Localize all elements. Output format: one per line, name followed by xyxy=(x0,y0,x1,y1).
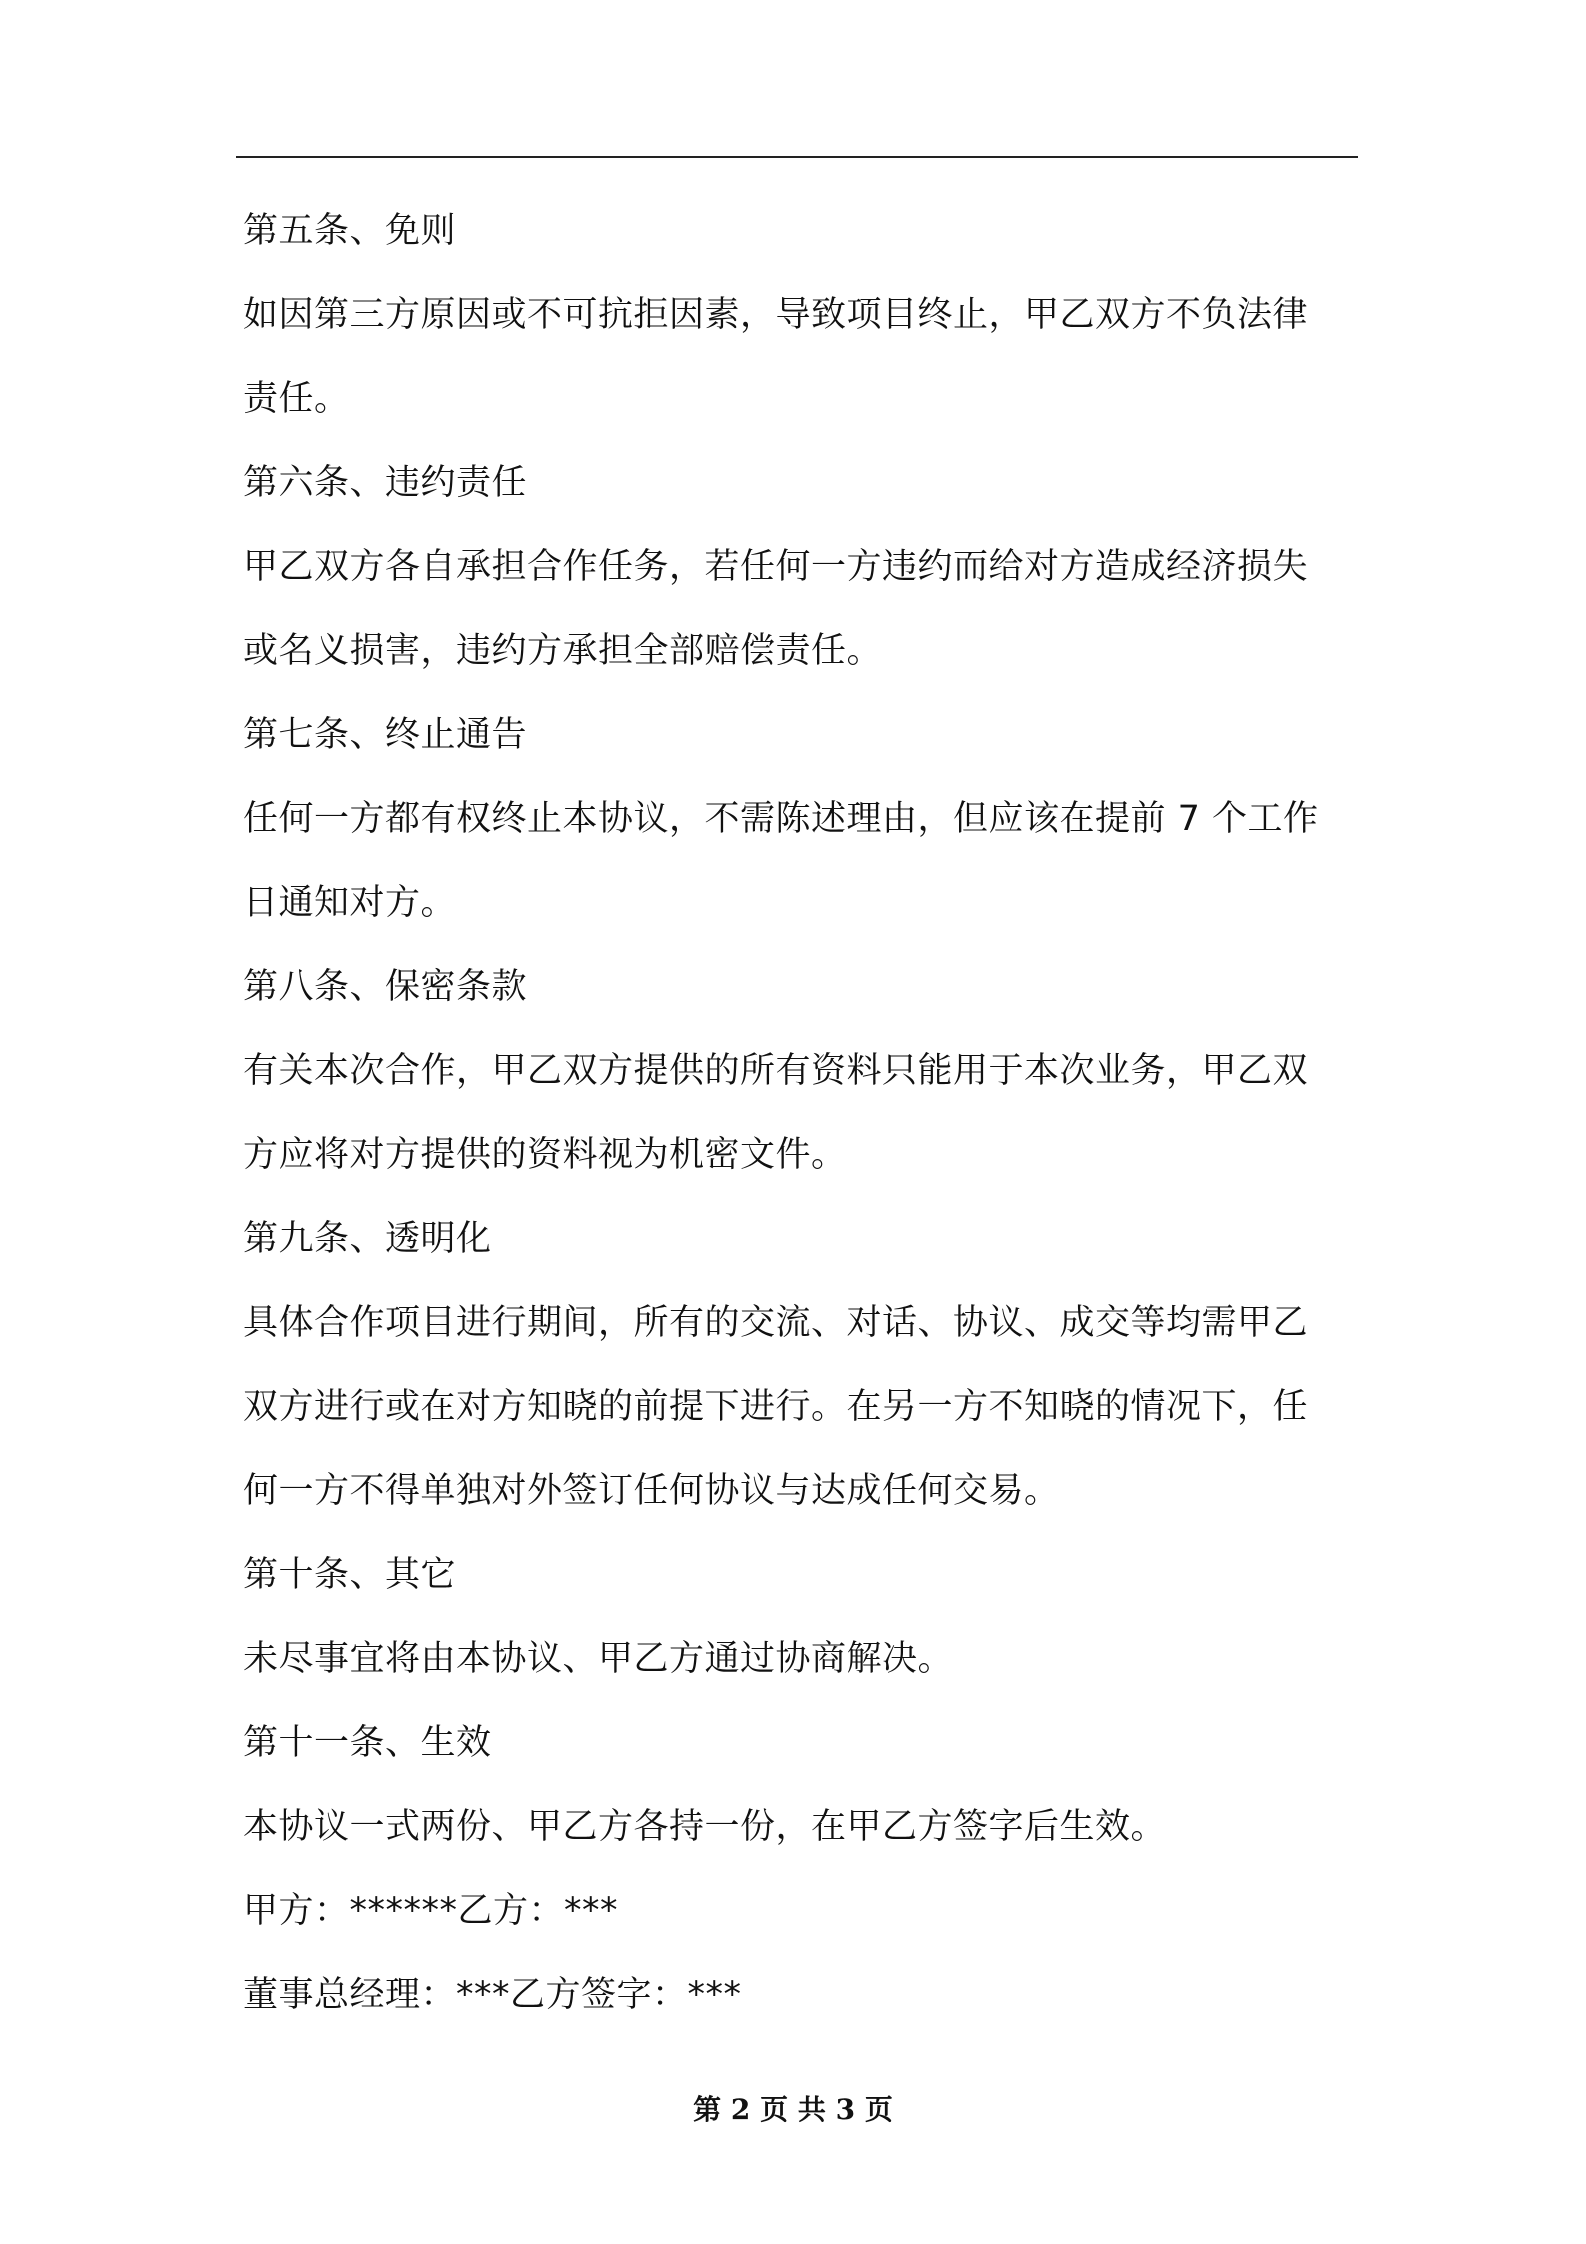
article-10-text: 未尽事宜将由本协议、甲乙方通过协商解决。 xyxy=(243,1639,954,1679)
article-8-text-line-1: 有关本次合作，甲乙双方提供的所有资料只能用于本次业务，甲乙双 xyxy=(243,1051,1309,1091)
article-9-heading: 第九条、透明化 xyxy=(243,1219,492,1259)
article-5-heading: 第五条、免则 xyxy=(243,211,457,251)
article-8-heading: 第八条、保密条款 xyxy=(243,967,528,1007)
article-5-text-line-1: 如因第三方原因或不可抗拒因素，导致项目终止，甲乙双方不负法律 xyxy=(243,295,1309,335)
article-7-heading: 第七条、终止通告 xyxy=(243,715,528,755)
article-6-text-line-2: 或名义损害，违约方承担全部赔偿责任。 xyxy=(243,631,883,671)
article-9-text-line-2: 双方进行或在对方知晓的前提下进行。在另一方不知晓的情况下，任 xyxy=(243,1387,1309,1427)
article-10-heading: 第十条、其它 xyxy=(243,1555,457,1595)
article-7-text-line-2: 日通知对方。 xyxy=(243,883,457,923)
article-6-text-line-1: 甲乙双方各自承担合作任务，若任何一方违约而给对方造成经济损失 xyxy=(243,547,1309,587)
article-6-heading: 第六条、违约责任 xyxy=(243,463,528,503)
article-9-text-line-1: 具体合作项目进行期间，所有的交流、对话、协议、成交等均需甲乙 xyxy=(243,1303,1309,1343)
article-8-text-line-2: 方应将对方提供的资料视为机密文件。 xyxy=(243,1135,847,1175)
article-11-heading: 第十一条、生效 xyxy=(243,1723,492,1763)
article-11-text: 本协议一式两份、甲乙方各持一份，在甲乙方签字后生效。 xyxy=(243,1807,1167,1847)
page-footer: 第 2 页 共 3 页 xyxy=(693,2093,893,2126)
article-9-text-line-3: 何一方不得单独对外签订任何协议与达成任何交易。 xyxy=(243,1471,1060,1511)
article-5-text-line-2: 责任。 xyxy=(243,379,350,419)
document-body xyxy=(243,189,1358,2037)
header-rule xyxy=(236,156,1358,158)
article-7-text-line-1: 任何一方都有权终止本协议，不需陈述理由，但应该在提前 7 个工作 xyxy=(243,799,1319,839)
party-line: 甲方：******乙方：*** xyxy=(243,1891,619,1931)
signature-line: 董事总经理：***乙方签字：*** xyxy=(243,1975,742,2015)
